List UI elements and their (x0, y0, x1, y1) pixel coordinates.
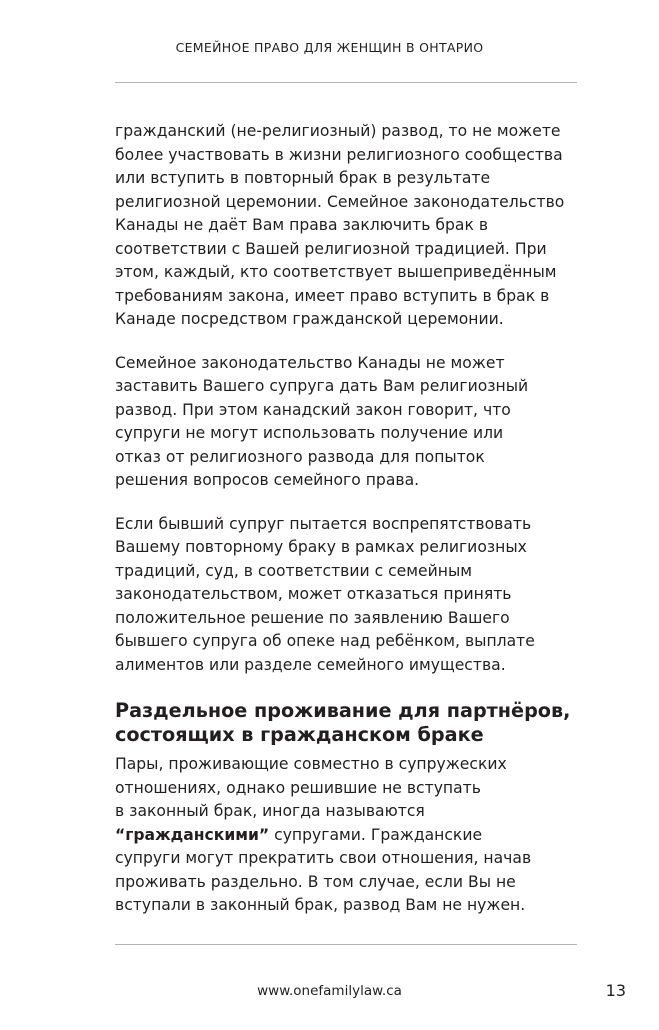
emphasized-term: “гражданскими” (115, 825, 270, 844)
text-line: бывшего супруга об опеке над ребёнком, выплате (115, 632, 535, 650)
text-line: вступали в законный брак, развод Вам не нужен. (115, 896, 526, 914)
text-fragment: супругами. Гражданские (269, 825, 483, 844)
page-body (115, 120, 577, 918)
text-line: отношениях, однако решившие не вступать (115, 778, 481, 797)
text-line: более участвовать в жизни религиозного сообщества (115, 145, 563, 164)
text-line: супруги могут прекратить свои отношения, начав (115, 849, 532, 867)
text-line: супруги не могут использовать получение или (115, 424, 504, 442)
heading-line: состоящих в гражданском браке (115, 723, 484, 746)
text-line: требованиям закона, имеет право вступить в брак в (115, 286, 550, 305)
text-line: Канады не даёт Вам права заключить брак в (115, 216, 489, 234)
text-line: проживать раздельно. В том случае, если Вы не (115, 872, 516, 891)
text-line: соответствии с Вашей религиозной традицией. При (115, 239, 547, 258)
text-line: заставить Вашего супруга дать Вам религиозный (115, 377, 529, 395)
text-line: религиозной церемонии. Семейное законодательство (115, 192, 565, 211)
footer-website-link[interactable]: www.onefamilylaw.ca (257, 983, 402, 999)
text-line: законодательством, может отказаться принять (115, 585, 512, 603)
running-header: СЕМЕЙНОЕ ПРАВО ДЛЯ ЖЕНЩИН В ОНТАРИО (175, 40, 484, 55)
text-line: Семейное законодательство Канады не может (115, 353, 505, 372)
text-line: традиций, суд, в соответствии с семейным (115, 561, 473, 580)
text-line: алиментов или разделе семейного имущества. (115, 655, 506, 674)
text-line: Пары, проживающие совместно в супружеских (115, 755, 507, 773)
paragraph-law-cannot-compel (115, 352, 577, 493)
page-number: 13 (605, 981, 626, 1000)
text-line: решения вопросов семейного права. (115, 471, 420, 489)
text-line: отказ от религиозного развода для попыток (115, 447, 485, 466)
text-line: Если бывший супруг пытается воспрепятствовать (115, 514, 532, 533)
text-line: Канаде посредством гражданской церемонии. (115, 310, 504, 328)
paragraph-common-law-couples (115, 753, 577, 918)
paragraph-court-refusal (115, 513, 577, 678)
text-line: или вступить в повторный брак в результате (115, 169, 491, 187)
text-line: гражданский (не-религиозный) развод, то не можете (115, 122, 561, 140)
text-line (115, 824, 577, 848)
text-line: этом, каждый, кто соответствует вышеприведённым (115, 263, 557, 281)
text-line: положительное решение по заявлению Вашего (115, 608, 510, 627)
text-line: Вашему повторному браку в рамках религиозных (115, 538, 527, 556)
section-heading-common-law (115, 699, 577, 747)
paragraph-religious-divorce (115, 120, 577, 332)
header-divider (115, 82, 577, 83)
text-line: в законный брак, иногда называются (115, 802, 425, 820)
footer-divider (115, 944, 577, 945)
heading-line: Раздельное проживание для партнёров, (115, 699, 571, 722)
text-line: развод. При этом канадский закон говорит, что (115, 400, 511, 419)
